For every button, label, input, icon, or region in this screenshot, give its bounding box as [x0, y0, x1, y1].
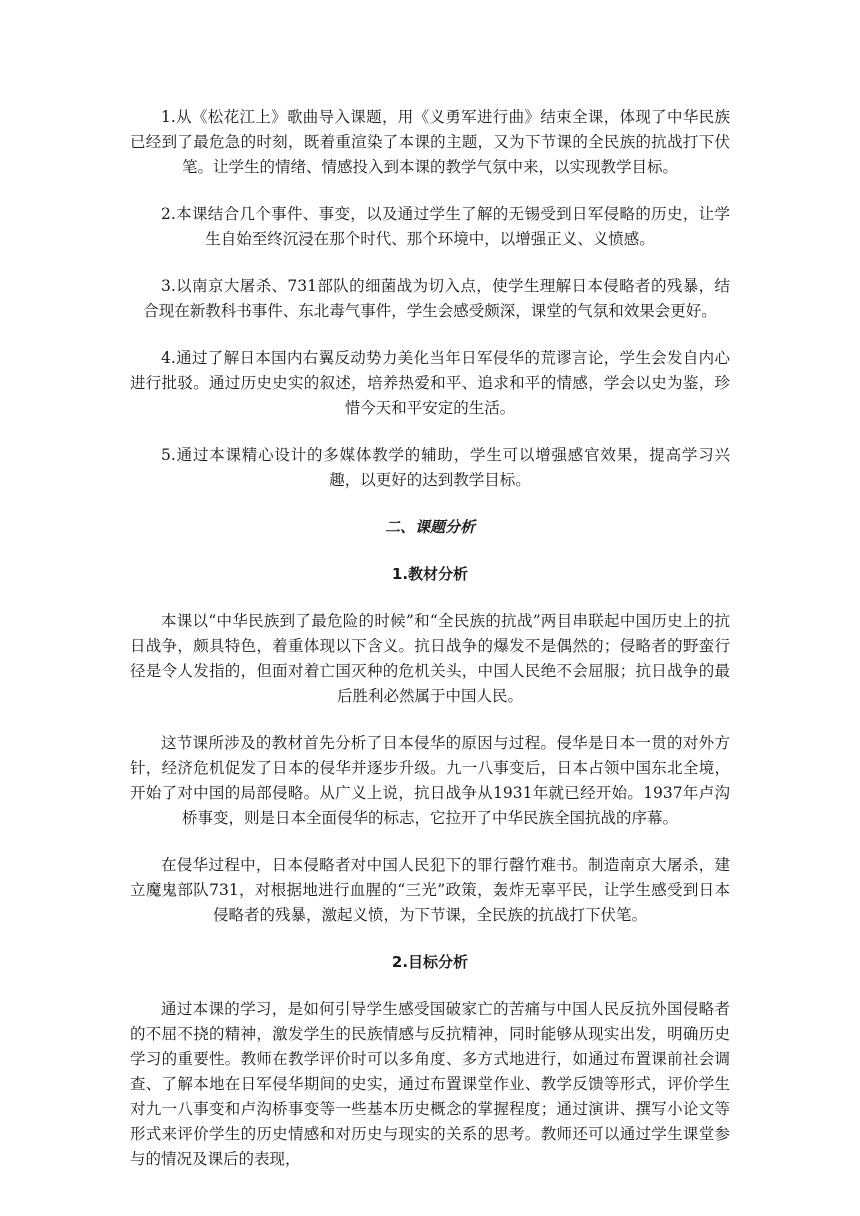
paragraph-1: 1.从《松花江上》歌曲导入课题，用《义勇军进行曲》结束全课，体现了中华民族已经到了最危急的时刻，既着重渲染了本课的主题，又为下节课的全民族的抗战打下伏笔。让学生的情绪、情感投入到本课的教学气氛中来，以实现教学目标。 — [130, 108, 730, 176]
paragraph-5: 5.通过本课精心设计的多媒体教学的辅助，学生可以增强感官效果，提高学习兴趣，以更好的达到教学目标。 — [161, 446, 730, 489]
paragraph-3: 3.以南京大屠杀、731部队的细菌战为切入点，使学生理解日本侵略者的残暴，结合现在新教科书事件、东北毒气事件，学生会感受颇深，课堂的气氛和效果会更好。 — [143, 277, 730, 320]
subsection-heading-textbook-analysis: 1.教材分析 — [391, 565, 469, 583]
document-body — [130, 105, 730, 1172]
textbook-paragraph-3: 在侵华过程中，日本侵略者对中国人民犯下的罪行罄竹难书。制造南京大屠杀，建立魔鬼部队731，对根据地进行血腥的“三光”政策，轰炸无辜平民，让学生感受到日本侵略者的残暴，激起义愤，为下节课，全民族的抗战打下伏笔。 — [130, 856, 730, 924]
section-heading: 二、课题分析 — [384, 518, 475, 536]
textbook-paragraph-2: 这节课所涉及的教材首先分析了日本侵华的原因与过程。侵华是日本一贯的对外方针，经济危机促发了日本的侵华并逐步升级。九一八事变后，日本占领中国东北全境，开始了对中国的局部侵略。从广义上说，抗日战争从1931年就已经开始。1937年卢沟桥事变，则是日本全面侵华的标志，它拉开了中华民族全国抗战的序幕。 — [130, 734, 730, 827]
paragraph-2: 2.本课结合几个事件、事变，以及通过学生了解的无锡受到日军侵略的历史，让学生自始至终沉浸在那个时代、那个环境中，以增强正义、义愤感。 — [161, 205, 730, 248]
subsection-heading-goal-analysis: 2.目标分析 — [391, 953, 469, 971]
textbook-paragraph-1: 本课以“中华民族到了最危险的时候”和“全民族的抗战”两目串联起中国历史上的抗日战争，颇具特色，着重体现以下含义。抗日战争的爆发不是偶然的；侵略者的野蛮行径是令人发指的，但面对着亡国灭种的危机关头，中国人民绝不会屈服；抗日战争的最后胜利必然属于中国人民。 — [130, 612, 730, 705]
paragraph-4: 4.通过了解日本国内右翼反动势力美化当年日军侵华的荒谬言论，学生会发自内心进行批驳。通过历史史实的叙述，培养热爱和平、追求和平的情感，学会以史为鉴，珍惜今天和平安定的生活。 — [130, 349, 730, 417]
goal-paragraph-1: 通过本课的学习，是如何引导学生感受国破家亡的苦痛与中国人民反抗外国侵略者的不屈不挠的精神，激发学生的民族情感与反抗精神，同时能够从现实出发，明确历史学习的重要性。教师在教学评价时可以多角度、多方式地进行，如通过布置课前社会调查、了解本地在日军侵华期间的史实，通过布置课堂作业、教学反馈等形式，评价学生对九一八事变和卢沟桥事变等一些基本历史概念的掌握程度；通过演讲、撰写小论文等形式来评价学生的历史情感和对历史与现实的关系的思考。教师还可以通过学生课堂参与的情况及课后的表现， — [130, 1000, 730, 1168]
